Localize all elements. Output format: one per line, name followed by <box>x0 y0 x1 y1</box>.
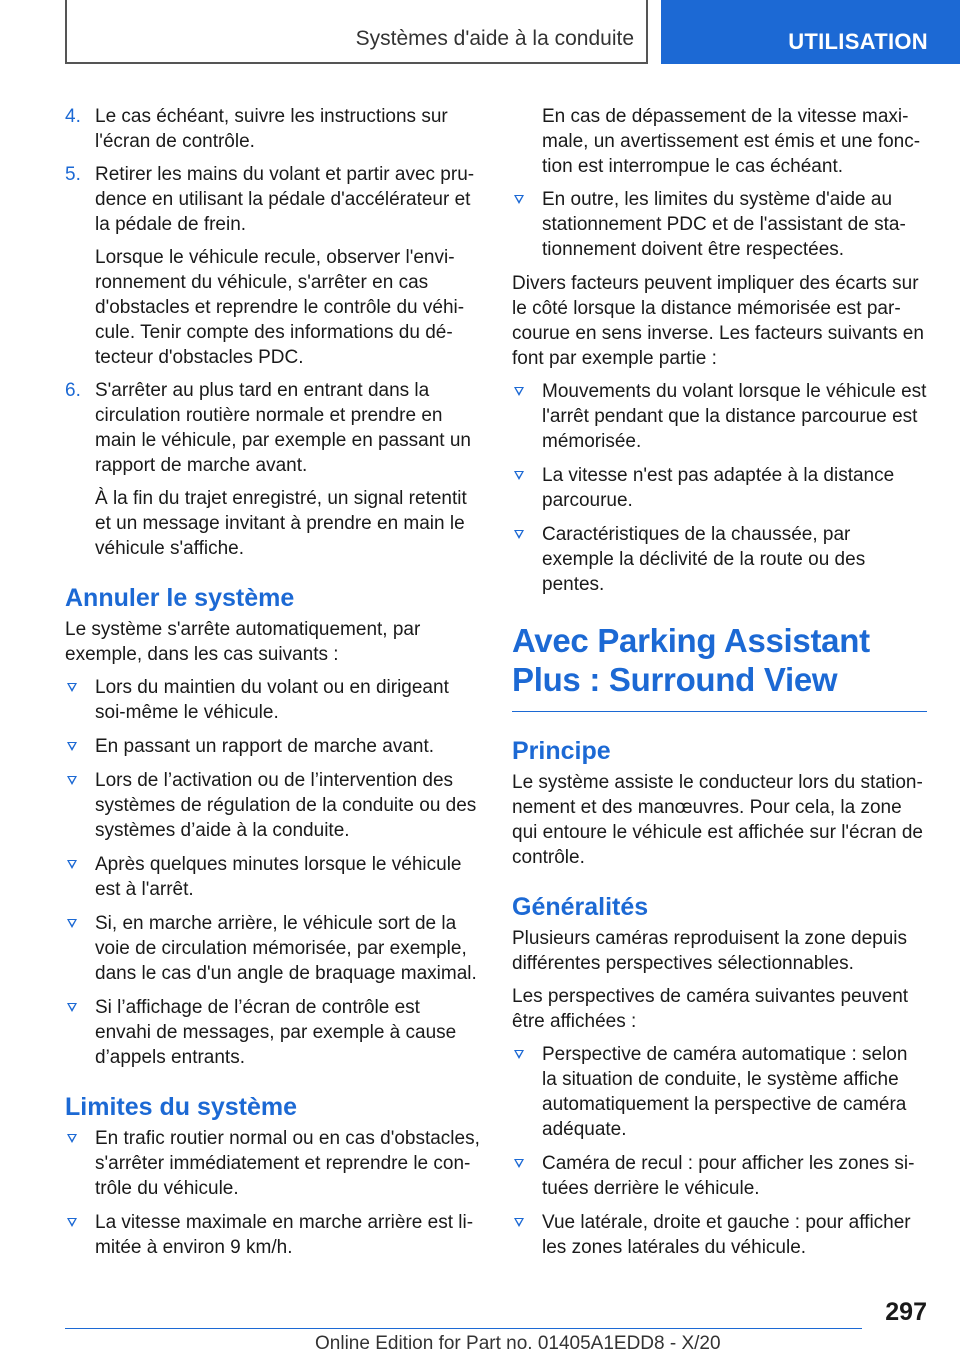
limits-heading: Limites du système <box>65 1093 298 1121</box>
deviation-list <box>512 379 927 597</box>
triangle-bullet-icon <box>514 1159 524 1168</box>
list-item: Caméra de recul : pour afficher les zones situées derrière le véhicule. <box>512 1151 927 1201</box>
list-item: Lors de l’activation ou de l’intervention des systèmes de régulation de la conduite ou des systèmes d’aide à la conduite. <box>65 768 480 843</box>
triangle-bullet-icon <box>67 919 77 928</box>
list-item: La vitesse n'est pas adaptée à la distance parcourue. <box>512 463 927 513</box>
camera-perspective-list <box>512 1042 927 1260</box>
triangle-bullet-icon <box>67 1218 77 1227</box>
list-item: En outre, les limites du système d'aide au stationnement PDC et de l'assistant de stationnement doivent être respectées. <box>512 187 927 262</box>
step-text: Lorsque le véhicule recule, observer l'environnement du véhicule, s'arrêter en cas d'obstacles et reprendre le contrôle du véhicule. Tenir compte des informations du détecteur d'obstacles PDC. <box>95 247 465 368</box>
step-text: S'arrêter au plus tard en entrant dans la circulation routière normale et prendre en main le véhicule, par exemple en passant un rapport de marche avant. <box>95 380 472 476</box>
left-column <box>65 104 480 1269</box>
step-number: 5. <box>65 164 81 185</box>
footer-divider <box>65 1328 862 1329</box>
step-5 <box>65 162 480 370</box>
triangle-bullet-icon <box>67 776 77 785</box>
triangle-bullet-icon <box>514 1218 524 1227</box>
step-text: Retirer les mains du volant et partir avec prudence en utilisant la pédale d'accélérateur et la pédale de frein. <box>95 164 475 235</box>
general-paragraph-1: Plusieurs caméras reproduisent la zone depuis différentes perspectives sélectionnables. <box>512 928 907 974</box>
list-item: Perspective de caméra automatique : selon la situation de conduite, le système affiche automatiquement la perspective de caméra adéquate. <box>512 1042 927 1142</box>
cancel-list <box>65 675 480 1070</box>
triangle-bullet-icon <box>67 860 77 869</box>
list-item: En trafic routier normal ou en cas d'obstacles, s'arrêter immédiatement et reprendre le contrôle du véhicule. <box>65 1126 480 1201</box>
triangle-bullet-icon <box>67 1134 77 1143</box>
general-heading: Généralités <box>512 893 649 921</box>
cancel-intro: Le système s'arrête automatiquement, par exemple, dans les cas suivants : <box>65 619 421 665</box>
deviation-paragraph: Divers facteurs peuvent impliquer des écarts sur le côté lorsque la distance mémorisée est parcourue en sens inverse. Les facteurs suivants en font par exemple partie : <box>512 273 924 369</box>
triangle-bullet-icon <box>67 742 77 751</box>
step-text: À la fin du trajet enregistré, un signal retentit et un message invitant à prendre en main le véhicule s'affiche. <box>95 488 467 559</box>
triangle-bullet-icon <box>514 471 524 480</box>
right-column <box>512 104 927 1269</box>
step-4 <box>65 104 480 154</box>
general-paragraph-2: Les perspectives de caméra suivantes peuvent être affichées : <box>512 986 909 1032</box>
step-text: Le cas échéant, suivre les instructions sur l'écran de contrôle. <box>95 106 448 152</box>
triangle-bullet-icon <box>514 1050 524 1059</box>
page-number: 297 <box>885 1298 927 1326</box>
list-item: Vue latérale, droite et gauche : pour afficher les zones latérales du véhicule. <box>512 1210 927 1260</box>
step-6 <box>65 378 480 561</box>
step-number: 4. <box>65 106 81 127</box>
limits-list <box>65 1126 480 1260</box>
header-chapter-box <box>661 0 960 64</box>
list-item: Si, en marche arrière, le véhicule sort de la voie de circulation mémorisée, par exemple, dans le cas d'un angle de braquage maximal. <box>65 911 480 986</box>
cancel-heading: Annuler le système <box>65 584 295 612</box>
limits-list-continued <box>512 187 927 262</box>
edition-text: Online Edition for Part no. 01405A1EDD8 - X/20 <box>315 1333 721 1354</box>
section-title: Systèmes d'aide à la conduite <box>355 27 634 50</box>
principle-heading: Principe <box>512 737 611 765</box>
main-heading-line-2: Plus : Surround View <box>512 661 838 698</box>
list-item: En passant un rapport de marche avant. <box>65 734 480 759</box>
triangle-bullet-icon <box>67 1003 77 1012</box>
triangle-bullet-icon <box>514 387 524 396</box>
triangle-bullet-icon <box>514 530 524 539</box>
triangle-bullet-icon <box>514 195 524 204</box>
main-heading <box>512 621 927 712</box>
main-heading-line-1: Avec Parking Assistant <box>512 622 870 659</box>
step-number: 6. <box>65 380 81 401</box>
list-item: Si l’affichage de l’écran de contrôle est envahi de messages, par exemple à cause d’appels entrants. <box>65 995 480 1070</box>
chapter-title: UTILISATION <box>788 29 928 54</box>
limits-continuation: En cas de dépassement de la vitesse maximale, un avertissement est émis et une fonction est interrompue le cas échéant. <box>542 106 921 177</box>
list-item: Lors du maintien du volant ou en dirigeant soi-même le véhicule. <box>65 675 480 725</box>
list-item: Après quelques minutes lorsque le véhicule est à l'arrêt. <box>65 852 480 902</box>
list-item: Caractéristiques de la chaussée, par exemple la déclivité de la route ou des pentes. <box>512 522 927 597</box>
list-item: Mouvements du volant lorsque le véhicule est l'arrêt pendant que la distance parcourue est mémorisée. <box>512 379 927 454</box>
list-item: La vitesse maximale en marche arrière est limitée à environ 9 km/h. <box>65 1210 480 1260</box>
triangle-bullet-icon <box>67 683 77 692</box>
header-section-box <box>65 0 648 64</box>
principle-text: Le système assiste le conducteur lors du stationnement et des manœuvres. Pour cela, la zone qui entoure le véhicule est affichée sur l'écran de contrôle. <box>512 772 923 868</box>
